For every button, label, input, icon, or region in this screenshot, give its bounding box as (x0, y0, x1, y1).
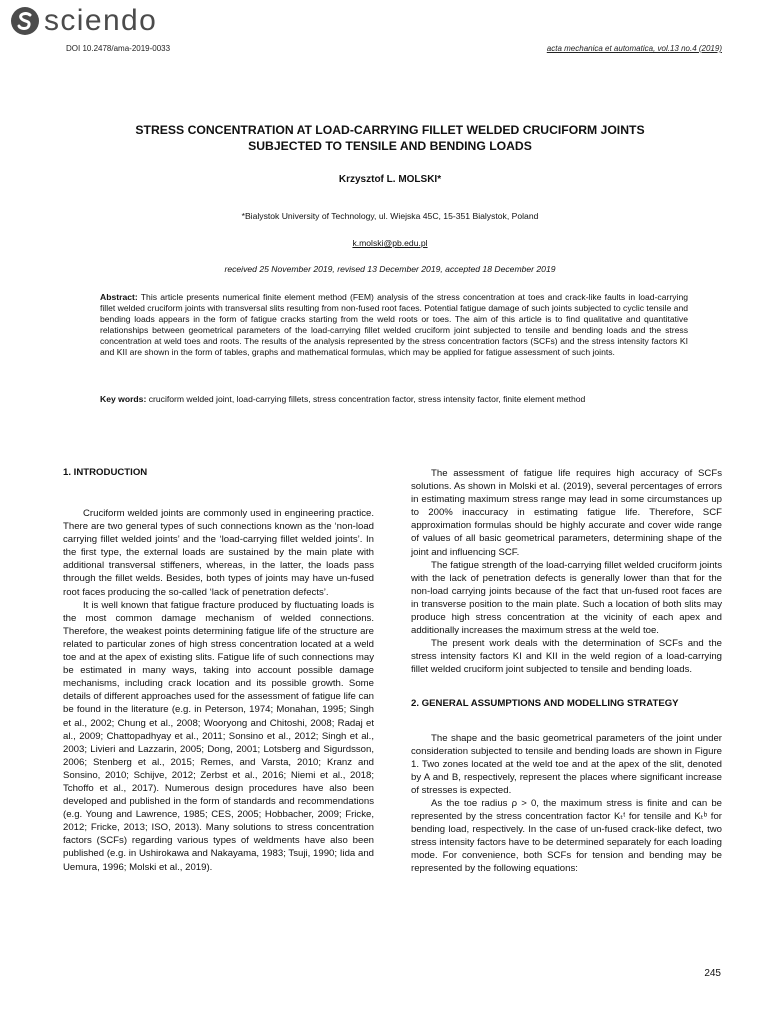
paragraph: The shape and the basic geometrical parameters of the joint under consideration subjected to tensile and bending loads are shown in Figure 1. Two zones located at the weld toe and at the apex of the slit, denoted by A and B, respectively, represent the places where significant increase of stresses is expected. (411, 732, 722, 796)
email-line (60, 238, 720, 248)
keywords (100, 394, 688, 405)
right-column (411, 467, 722, 876)
article-title (60, 123, 720, 154)
logo-text: sciendo (44, 4, 158, 37)
sciendo-logo-icon (10, 6, 40, 36)
abstract (100, 292, 688, 359)
page-number: 245 (704, 968, 721, 979)
received-dates: received 25 November 2019, revised 13 December 2019, accepted 18 December 2019 (224, 264, 556, 274)
paragraph: It is well known that fatigue fracture produced by fluctuating loads is the most common damage mechanism of welded connections. Therefore, the weakest points determining fatigue life of the structure are related to particular zones of high stress concentration located at a weld toe and at the apex of existing slits. Fatigue life of such connections may be estimated in many ways, taking into account possible damage mechanisms, including crack location and its possible growth. Some details of different approaches used for the assessment of fatigue life can be found in the literature (e.g. in Peterson, 1974; Monahan, 1995; Singh et al., 2002; Chung et al., 2008; Wooryong and Chitoshi, 2008; Radaj et al., 2009; Chattopadhyay et al., 2011; Sonsino et al., 2012; Singh et al., 2003; Livieri and Lazzarin, 2005; Dong, 2001; Lotsberg and Sigurdsson, 2006; Stenberg et al., 2015; Remes, and Varsta, 2010; Kranz and Sonsino, 2010; Schijve, 2012; Zerbst et al., 2016; Niemi et al., 2018; Tchoffo et al., 2017). Numerous design procedures have also been developed and published in the form of standards and recommendations (e.g. Young and Lawrence, 1985; CES, 2005; Hobbacher, 2009; Fricke, 2012; Fricke, 2013; ISO, 2013). Many solutions to stress concentration factors (SCFs) regarding various types of weldments have also been published (e.g. in Ushirokawa and Nakayama, 1983; Tsuji, 1990; Iida and Uemura, 1996; Molski et al., 2019). (63, 599, 374, 873)
affiliation: *Bialystok University of Technology, ul. Wiejska 45C, 15-351 Bialystok, Poland (241, 211, 539, 221)
section-heading-assumptions: 2. GENERAL ASSUMPTIONS AND MODELLING STRATEGY (411, 697, 679, 709)
paragraph: As the toe radius ρ > 0, the maximum stress is finite and can be represented by the stress concentration factor Kₜᵗ for tensile and Kₜᵇ for bending load, respectively. In the case of un-fused crack-like defect, two stress intensity factors have to be determined separately for each loading mode. For convenience, both SCFs for tension and bending may be represented by the following equations: (411, 797, 722, 875)
paragraph: Cruciform welded joints are commonly used in engineering practice. There are two general types of such connections known as the ‘non-load carrying fillet welded joints’ and the ‘load-carrying fillet welded joints’. In the first type, the external loads are sustained by the main plate with additional transversal stiffeners, whereas, in the latter, the loads pass through the fillet welds. Besides, both types of joints may have un-fused root faces producing the so-called ‘lack of penetration defects’. (63, 508, 374, 598)
paragraph: The fatigue strength of the load-carrying fillet welded cruciform joints with the lack of penetration defects is generally lower than that for the non-load carrying joints because of the fact that un-fused root faces are in transverse position to the main plate. Such a location of both slits may produce high stress concentration at the vicinity of each apex and additionally increases the maximum stress at the weld toe. (411, 559, 722, 637)
section-heading-introduction: 1. INTRODUCTION (63, 467, 148, 478)
publisher-logo (10, 6, 157, 36)
journal-reference[interactable]: acta mechanica et automatica, vol.13 no.4 (2019) (546, 44, 722, 53)
paragraph: The assessment of fatigue life requires high accuracy of SCFs solutions. As shown in Molski et al. (2019), several percentages of errors in estimating maximum stress range may lead in some circumstances up to 200% inaccuracy in estimating fatigue life. Therefore, SCF approximation formulas should be highly accurate and cover wide range of values of all basic geometrical parameters, determining shape of the joint and influencing SCF. (411, 468, 722, 558)
keywords-text: cruciform welded joint, load-carrying fillets, stress concentration factor, stress intensity factor, finite element method (146, 394, 586, 404)
paragraph: The present work deals with the determination of SCFs and the stress intensity factors KI and KII in the weld region of a load-carrying fillet welded cruciform joint subjected to tensile and bending loads. (411, 638, 722, 676)
abstract-label: Abstract: (100, 292, 138, 302)
abstract-text: This article presents numerical finite element method (FEM) analysis of the stress concentration at toes and crack-like faults in load-carrying fillet welded cruciform joints with transversal slits resulting from non-fused root faces. Potential fatigue damage of such joints subjected to cyclic tensile and bending loads appears in the form of fatigue cracks starting from the weld roots or toes. The aim of this article is to find qualitative and quantitative relationships between geometrical parameters of the load-carrying fillet welded cruciform joint subjected to tensile and bending loads and the stress concentration at weld toes and roots. The results of the analysis represented by the stress concentration factors (SCFs) and the stress intensity factors KI and KII are shown in the form of tables, graphs and mathematical formulas, which may be applied for fatigue assessment of such joints. (100, 292, 689, 358)
doi-text: DOI 10.2478/ama-2019-0033 (66, 44, 171, 53)
author-name: Krzysztof L. MOLSKI* (338, 174, 442, 185)
title-line-1: STRESS CONCENTRATION AT LOAD-CARRYING FILLET WELDED CRUCIFORM JOINTS (135, 123, 645, 137)
keywords-label: Key words: (100, 394, 147, 404)
title-line-2: SUBJECTED TO TENSILE AND BENDING LOADS (248, 138, 532, 153)
author-email-link[interactable]: k.molski@pb.edu.pl (352, 238, 428, 248)
left-column (63, 466, 374, 874)
